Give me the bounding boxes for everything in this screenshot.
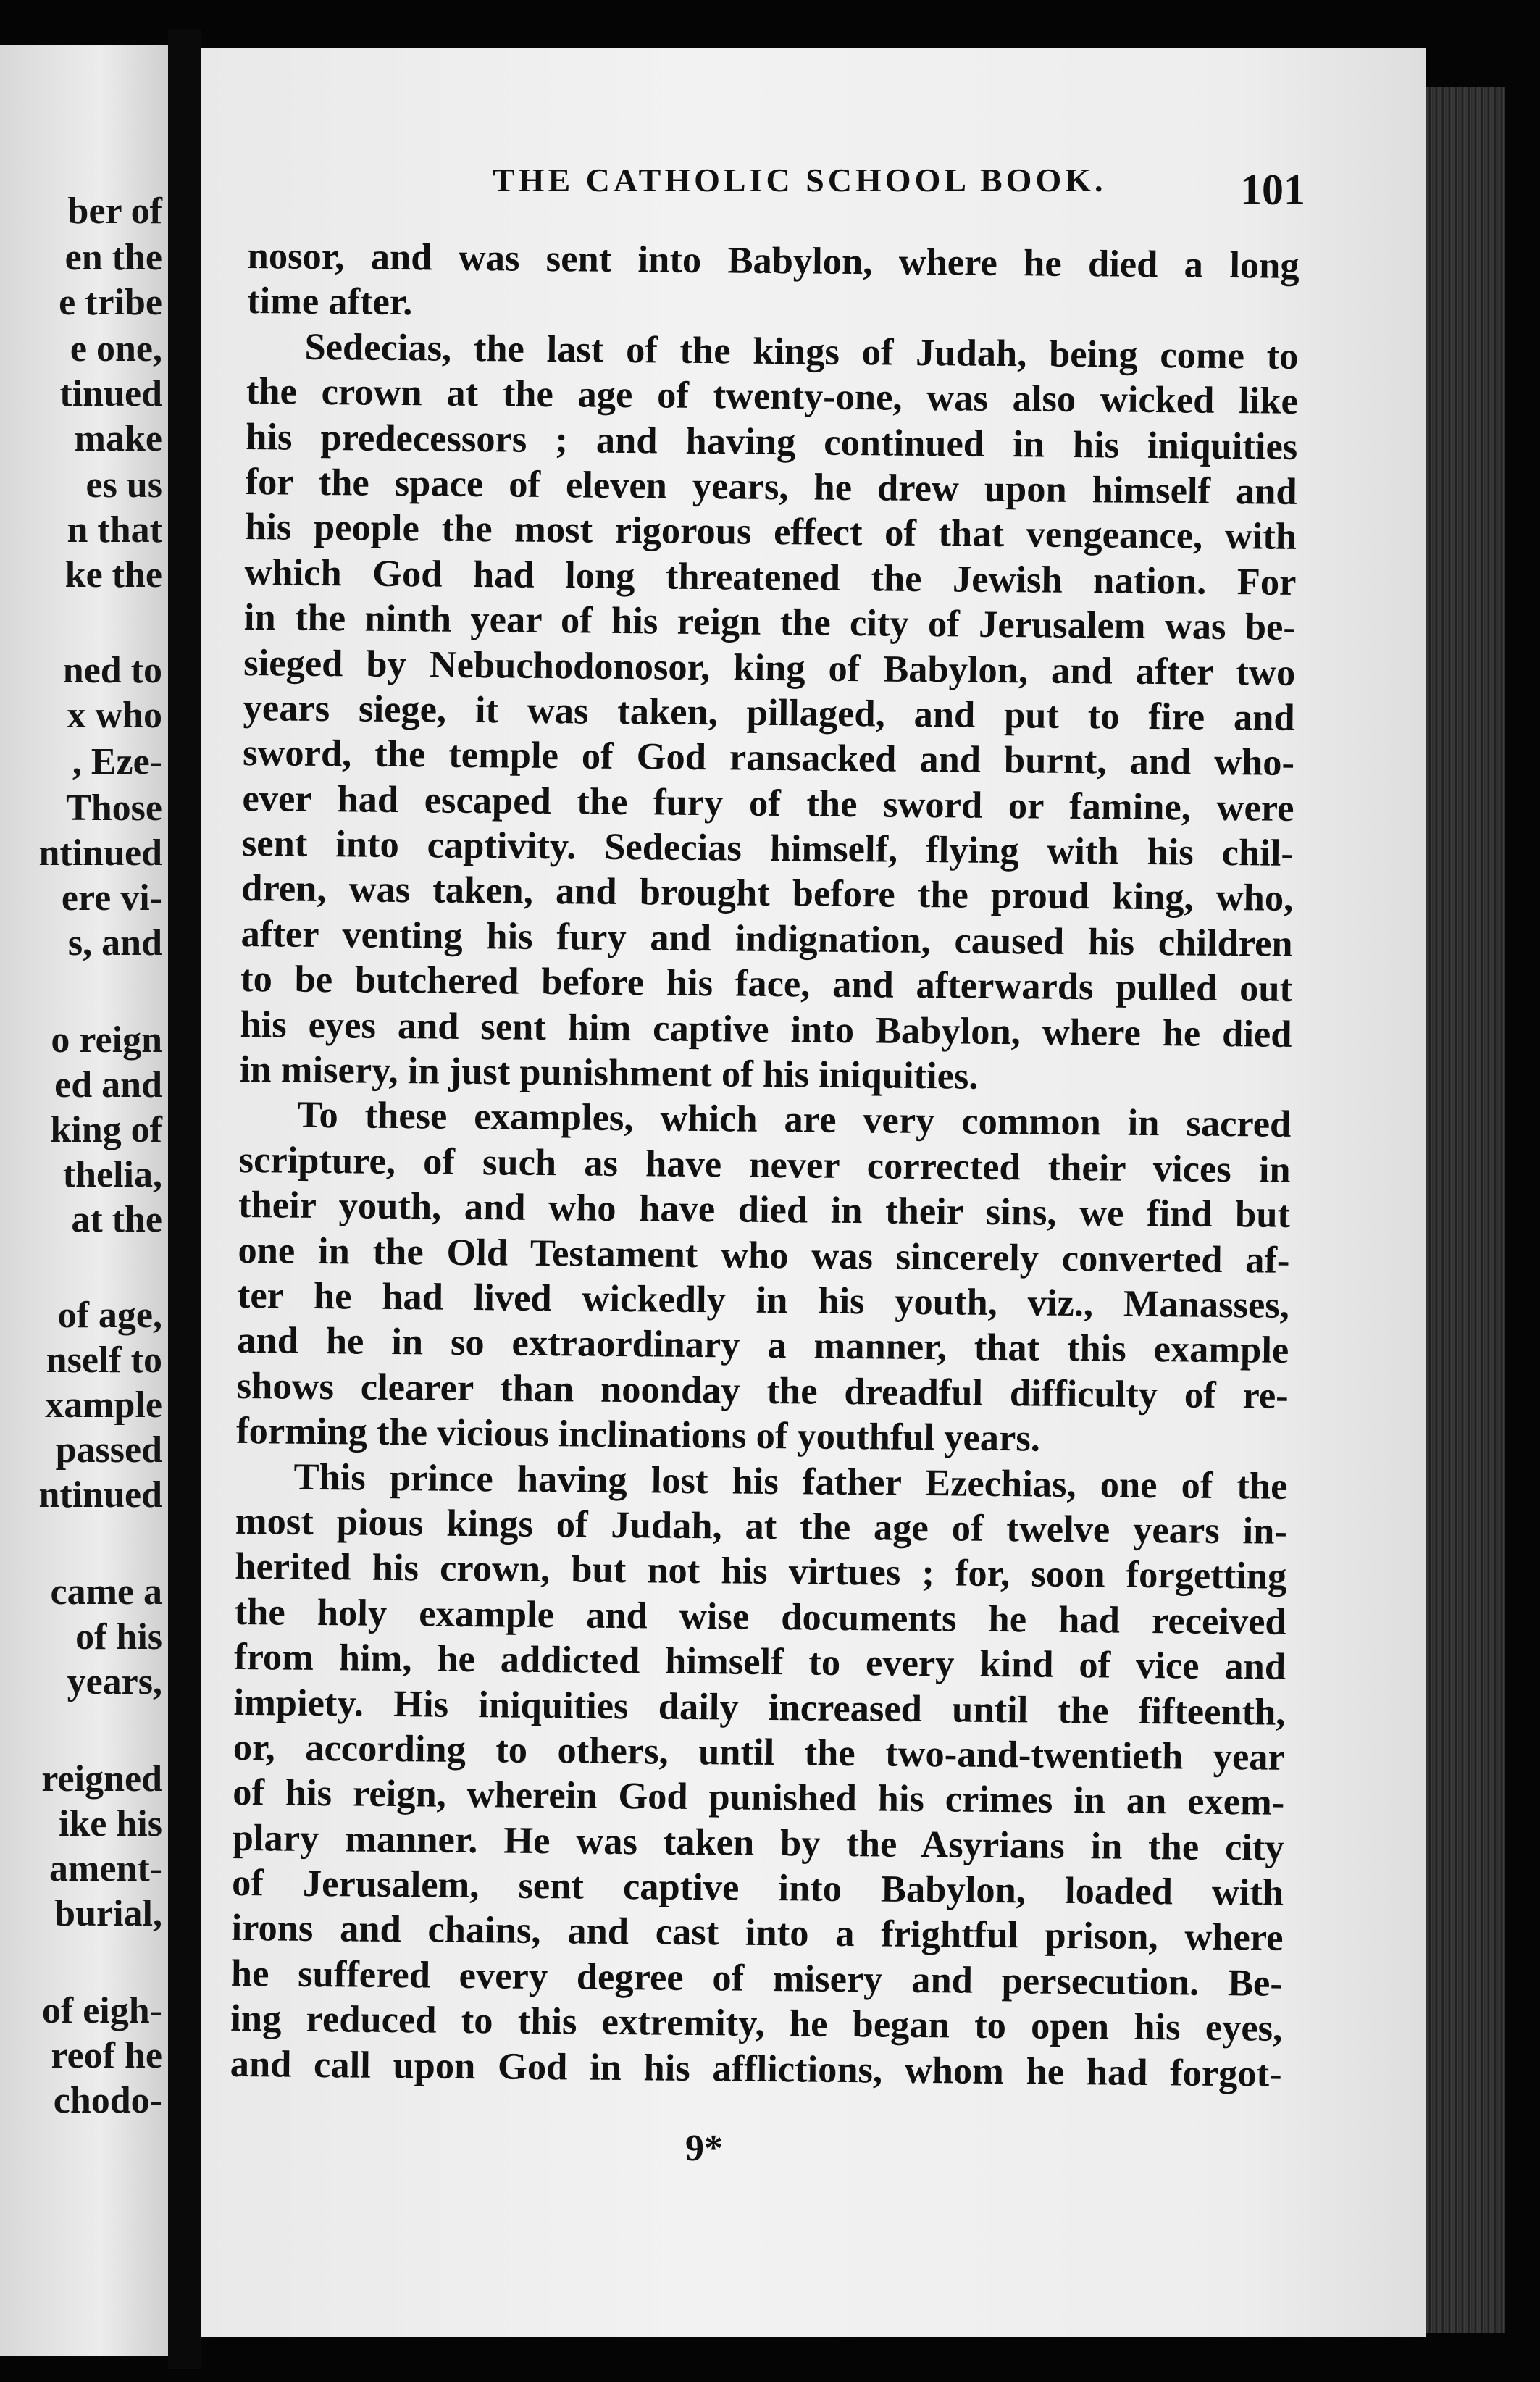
facing-page-text-fragment: of his <box>75 1616 162 1658</box>
page-edges <box>1426 87 1505 2333</box>
facing-page-text-fragment: , Eze- <box>72 741 162 782</box>
page-number: 101 <box>1240 166 1305 214</box>
facing-page-text-fragment: nself to <box>46 1340 162 1381</box>
text-line: after venting his fury and indignation, caused his children <box>240 912 1293 965</box>
text-line: for the space of eleven years, he drew upon himself and <box>245 460 1297 513</box>
text-line: sword, the temple of God ransacked and burnt, and who- <box>242 732 1295 785</box>
facing-page-text-fragment: ere vi- <box>61 877 162 919</box>
text-line: in the ninth year of his reign the city of Jerusalem was be- <box>243 596 1297 649</box>
facing-page-text-fragment: ntinued <box>38 1474 162 1516</box>
facing-page-text-fragment: ike his <box>58 1803 162 1844</box>
signature-mark: 9* <box>685 2128 723 2169</box>
text-line: his people the most rigorous effect of that vengeance, with <box>244 506 1297 559</box>
text-line: he suffered every degree of misery and persecution. Be- <box>230 1952 1284 2005</box>
facing-page-text-fragment: reof he <box>51 2035 162 2076</box>
facing-page-text-fragment: of age, <box>57 1295 162 1336</box>
text-line: dren, was taken, and brought before the proud king, who, <box>241 867 1294 920</box>
facing-page-text-fragment: make <box>74 418 162 459</box>
text-line: most pious kings of Judah, at the age of twelve years in- <box>235 1500 1288 1553</box>
facing-page-text-fragment: years, <box>67 1661 162 1702</box>
text-line: or, according to others, until the two-and-twentieth year <box>233 1726 1286 1779</box>
facing-page-text-fragment: ed and <box>54 1064 162 1106</box>
text-line: of Jerusalem, sent captive into Babylon, loaded with <box>231 1861 1284 1914</box>
facing-page-text-fragment: of eigh- <box>41 1990 162 2031</box>
facing-page-text-fragment: s, and <box>67 922 162 964</box>
facing-page-text-fragment: xample <box>45 1384 162 1426</box>
text-line: of his reign, wherein God punished his crimes in an exem- <box>233 1771 1285 1824</box>
facing-page-text-fragment: tinued <box>59 373 162 414</box>
facing-page-text-fragment: en the <box>64 237 162 278</box>
facing-page-text-fragment: e tribe <box>59 282 162 323</box>
text-line: sieged by Nebuchodonosor, king of Babylon, and after two <box>243 641 1296 694</box>
facing-page-text-fragment: Those <box>66 787 162 829</box>
text-line: shows clearer than noonday the dreadful difficulty of re- <box>236 1364 1289 1417</box>
facing-page-text-fragment: es us <box>85 464 162 506</box>
text-line: This prince having lost his father Ezechias, one of the <box>293 1455 1288 1508</box>
facing-page-text-fragment: burial, <box>54 1893 162 1934</box>
text-line: irons and chains, and cast into a frightful prison, where <box>231 1907 1284 1960</box>
facing-page-text-fragment: x who <box>67 695 162 736</box>
text-line: which God had long threatened the Jewish nation. For <box>244 551 1297 603</box>
text-line: impiety. His iniquities daily increased until the fifteenth, <box>233 1681 1286 1734</box>
text-line: ter he had lived wickedly in his youth, viz., Manasses, <box>237 1274 1290 1326</box>
text-line: forming the vicious inclinations of youthful years. <box>235 1410 1041 1460</box>
facing-page-text-fragment: chodo- <box>53 2080 162 2121</box>
facing-page-text-fragment: ntinued <box>38 832 162 874</box>
text-line: ever had escaped the fury of the sword or famine, were <box>242 777 1294 829</box>
book-gutter <box>168 29 201 2369</box>
text-line: the crown at the age of twenty-one, was also wicked like <box>246 370 1299 423</box>
facing-page-text-fragment: at the <box>71 1199 162 1240</box>
text-line: time after. <box>246 280 413 324</box>
facing-page-text-fragment: e one, <box>70 328 162 369</box>
text-line: scripture, of such as have never corrected their vices in <box>238 1138 1291 1191</box>
text-line: the holy example and wise documents he had received <box>234 1590 1286 1643</box>
text-line: to be butchered before his face, and afterwards pulled out <box>240 958 1293 1011</box>
facing-page-fragment <box>0 45 168 2356</box>
text-line: ing reduced to this extremity, he began to open his eyes, <box>230 1997 1283 2050</box>
facing-page-text-fragment: ber of <box>67 191 162 232</box>
facing-page-text-fragment: n that <box>67 509 162 551</box>
text-line: sent into captivity. Sedecias himself, flying with his chil- <box>241 822 1294 874</box>
text-line: years siege, it was taken, pillaged, and put to fire and <box>243 686 1295 739</box>
text-line: and call upon God in his afflictions, whom he had forgot- <box>230 2042 1282 2095</box>
text-line: from him, he addicted himself to every kind of vice and <box>233 1636 1286 1688</box>
text-line: herited his crown, but not his virtues ; for, soon forgetting <box>235 1545 1287 1598</box>
text-line: Sedecias, the last of the kings of Judah, being come to <box>304 325 1299 377</box>
body-text <box>230 233 1299 2097</box>
facing-page-text-fragment: passed <box>55 1429 162 1471</box>
text-line: and he in so extraordinary a manner, that this example <box>237 1319 1289 1372</box>
text-line: his eyes and sent him captive into Babylon, where he died <box>240 1003 1292 1056</box>
text-line: one in the Old Testament who was sincerely converted af- <box>238 1229 1290 1282</box>
text-line: plary manner. He was taken by the Asyrians in the city <box>232 1816 1284 1869</box>
facing-page-text-fragment: ned to <box>62 650 162 691</box>
facing-page-text-fragment: ament- <box>49 1848 162 1889</box>
text-line: nosor, and was sent into Babylon, where he died a long <box>247 234 1300 287</box>
facing-page-text-fragment: o reign <box>51 1019 162 1061</box>
running-head: THE CATHOLIC SCHOOL BOOK. <box>493 162 1107 198</box>
text-line: To these examples, which are very common in sacred <box>297 1094 1292 1146</box>
text-line: in misery, in just punishment of his iniquities. <box>239 1048 979 1098</box>
facing-page-text-fragment: came a <box>50 1571 162 1613</box>
facing-page-text-fragment: ke the <box>64 554 162 596</box>
facing-page-text-fragment: king of <box>50 1109 162 1150</box>
facing-page-text-fragment: thelia, <box>62 1154 162 1195</box>
facing-page-text-fragment: reigned <box>41 1758 162 1800</box>
text-line: their youth, and who have died in their sins, we find but <box>238 1184 1291 1237</box>
text-line: his predecessors ; and having continued in his iniquities <box>246 415 1298 468</box>
